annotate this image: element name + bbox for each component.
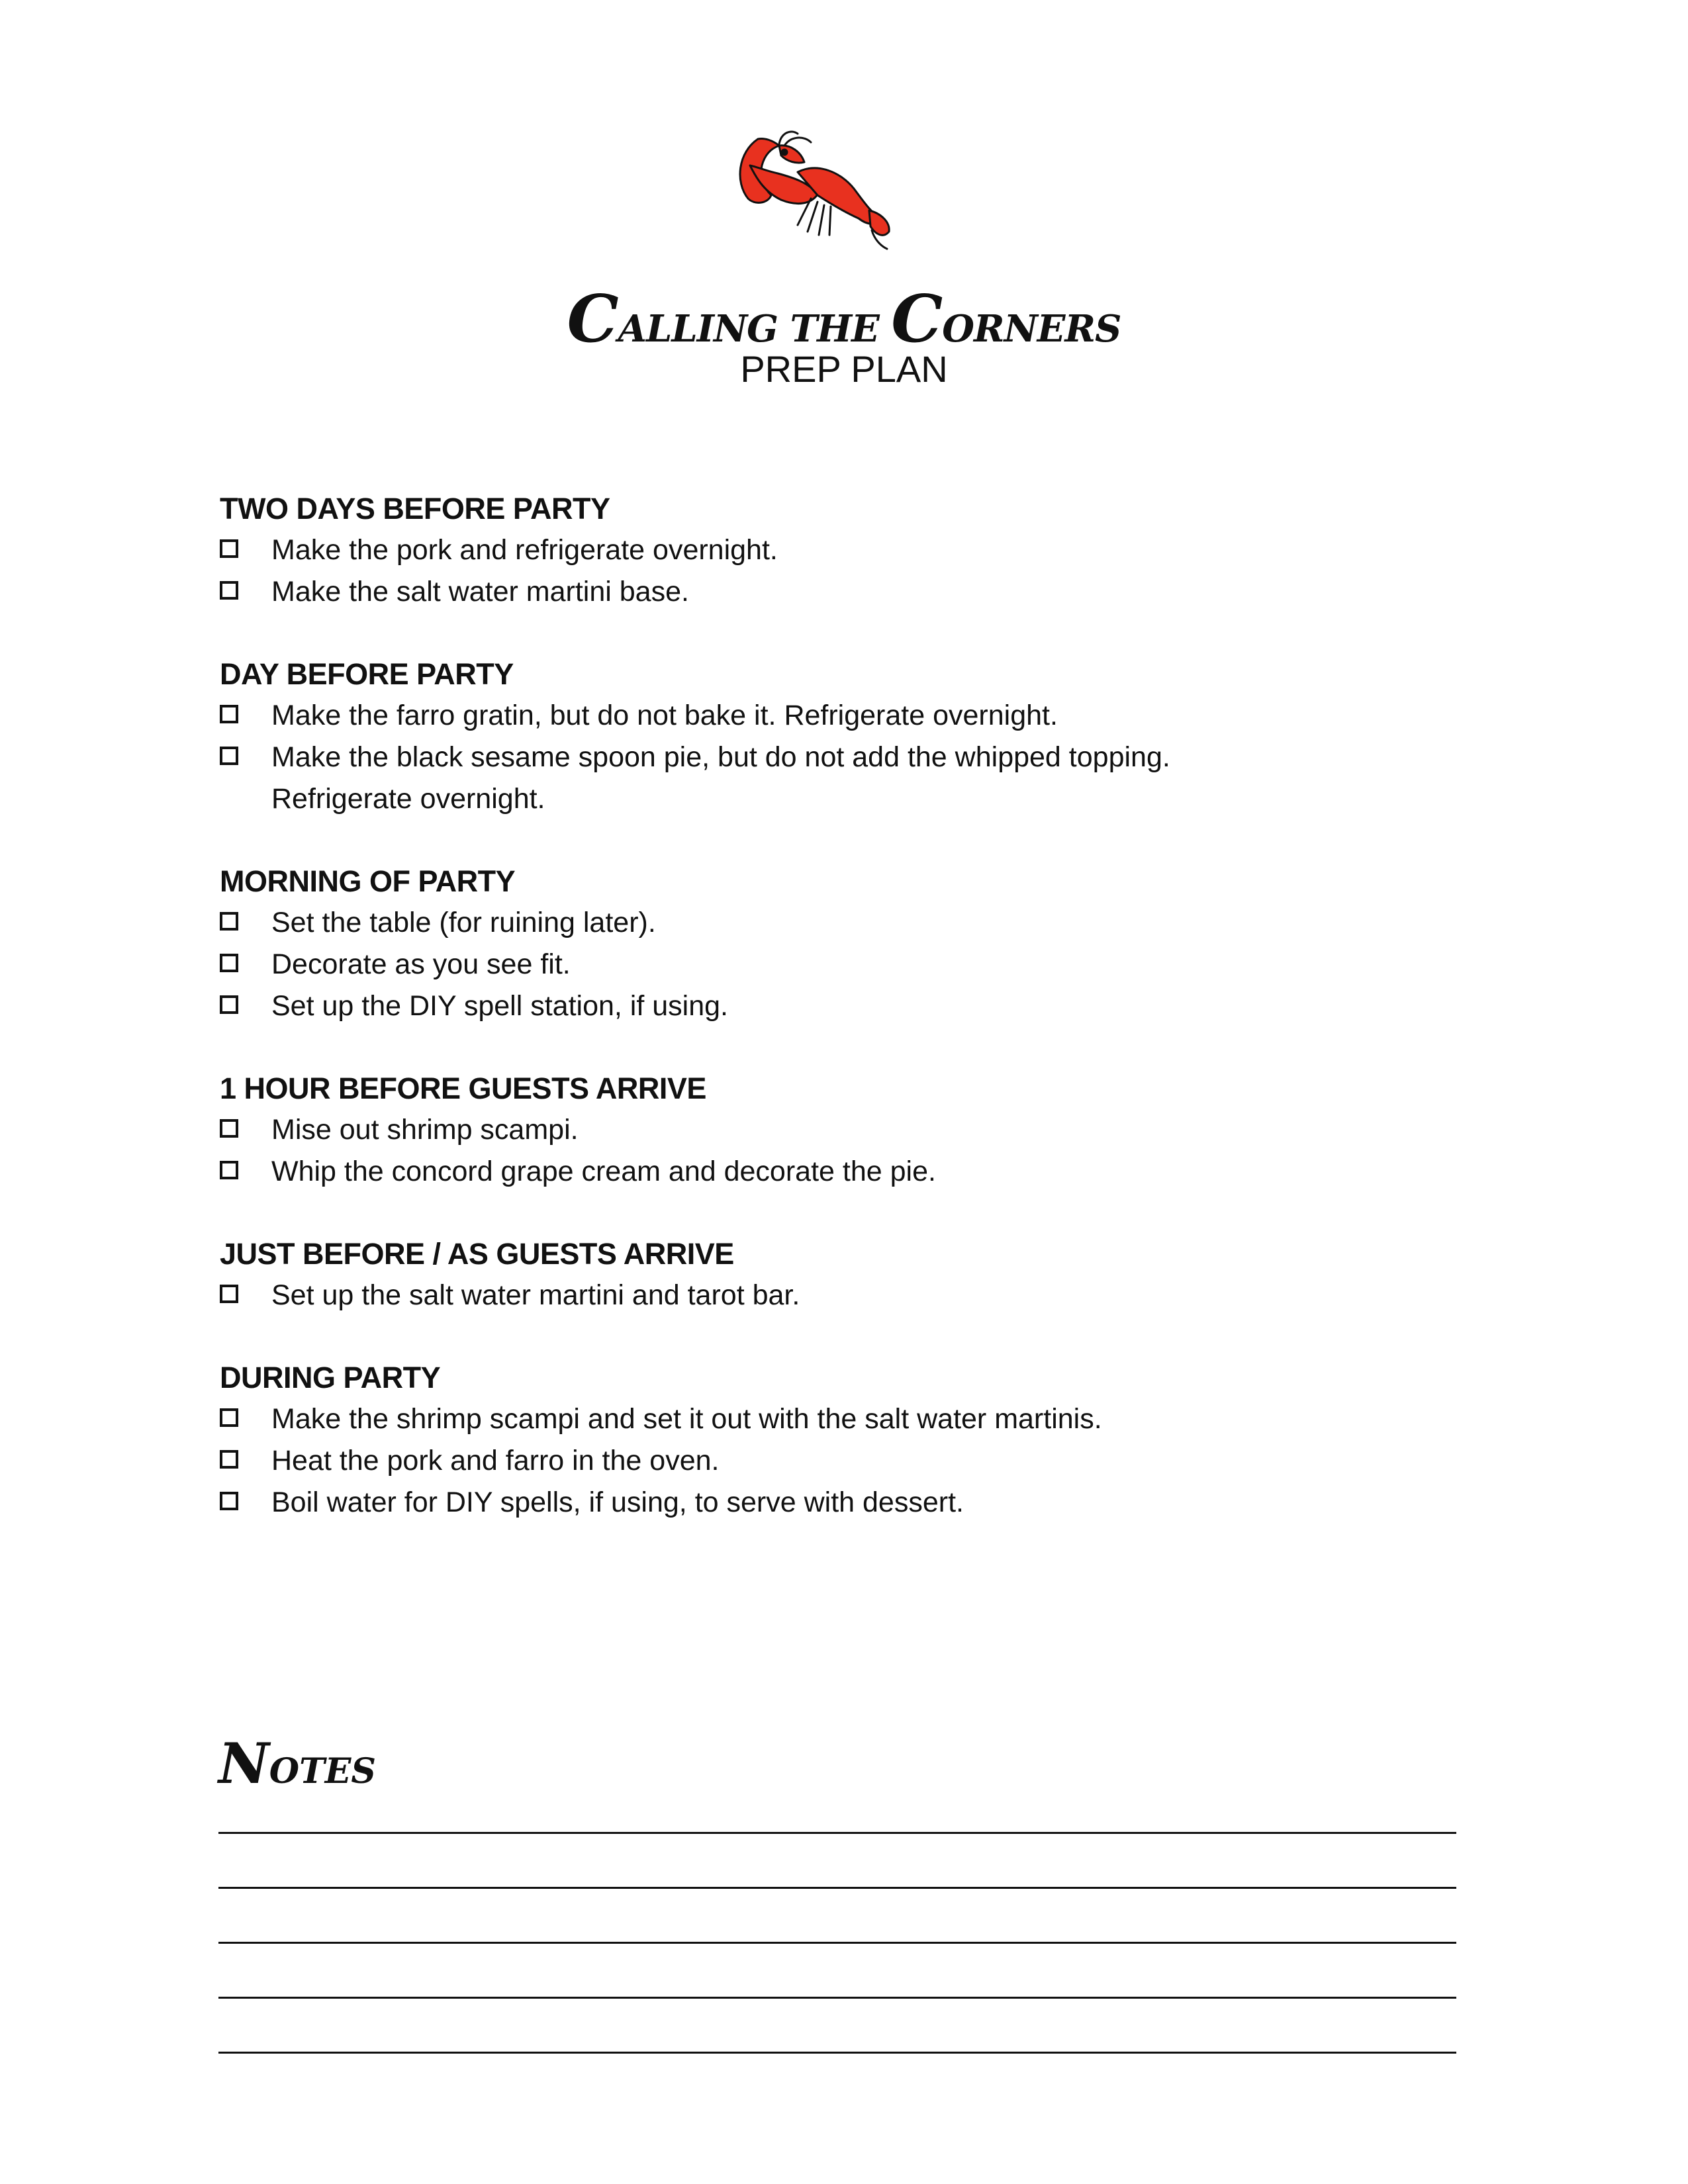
checkbox[interactable] — [220, 1119, 238, 1138]
section-title: 1 HOUR BEFORE GUESTS ARRIVE — [220, 1071, 706, 1105]
checklist-item — [220, 571, 1477, 613]
section-morning-of — [220, 861, 1477, 1027]
item-text: Set up the salt water martini and tarot bar. — [271, 1279, 800, 1311]
item-text: Make the black sesame spoon pie, but do not add the whipped topping. Refrigerate overnight. — [271, 741, 1170, 815]
section-title: TWO DAYS BEFORE PARTY — [220, 492, 610, 525]
checkbox[interactable] — [220, 1492, 238, 1510]
checkbox[interactable] — [220, 747, 238, 765]
brand-second-cap: C — [891, 281, 943, 357]
prep-plan-content — [220, 488, 1477, 1565]
section-two-days-before — [220, 488, 1477, 613]
notes-line[interactable] — [218, 1887, 1456, 1889]
brand-second-rest: ORNERS — [942, 307, 1121, 351]
item-text: Heat the pork and farro in the oven. — [271, 1445, 720, 1477]
brand-first-rest: ALLING THE — [618, 307, 892, 351]
checklist-item — [220, 695, 1477, 737]
section-title: JUST BEFORE / AS GUESTS ARRIVE — [220, 1237, 734, 1271]
item-text: Make the farro gratin, but do not bake it. Refrigerate overnight. — [271, 700, 1058, 731]
section-title: DAY BEFORE PARTY — [220, 657, 514, 691]
section-just-before — [220, 1234, 1477, 1316]
notes-line[interactable] — [218, 1997, 1456, 1999]
item-text: Decorate as you see fit. — [271, 948, 571, 980]
item-text: Make the salt water martini base. — [271, 576, 689, 608]
checkbox[interactable] — [220, 995, 238, 1014]
section-title: MORNING OF PARTY — [220, 864, 516, 898]
item-text: Set the table (for ruining later). — [271, 907, 656, 938]
item-text: Mise out shrimp scampi. — [271, 1114, 579, 1146]
checkbox[interactable] — [220, 1408, 238, 1427]
section-one-hour-before — [220, 1068, 1477, 1193]
item-text: Make the shrimp scampi and set it out with the salt water martinis. — [271, 1403, 1102, 1435]
item-text: Set up the DIY spell station, if using. — [271, 990, 728, 1022]
item-text: Whip the concord grape cream and decorate the pie. — [271, 1156, 936, 1187]
section-during-party — [220, 1357, 1477, 1524]
page-subtitle: PREP PLAN — [740, 348, 948, 390]
checklist-item — [220, 1482, 1477, 1524]
section-title: DURING PARTY — [220, 1361, 441, 1394]
notes-title-cap: N — [218, 1731, 269, 1796]
item-text: Boil water for DIY spells, if using, to serve with dessert. — [271, 1486, 964, 1518]
checkbox[interactable] — [220, 705, 238, 723]
checklist-item — [220, 985, 1477, 1027]
checkbox[interactable] — [220, 1161, 238, 1179]
notes-line[interactable] — [218, 2052, 1456, 2054]
notes-title-rest: OTES — [269, 1751, 376, 1792]
brand-first-cap: C — [567, 281, 618, 357]
checklist-item — [220, 529, 1477, 571]
checklist-item — [220, 902, 1477, 944]
item-text: Make the pork and refrigerate overnight. — [271, 534, 778, 566]
brand-title — [0, 281, 1688, 357]
notes-line[interactable] — [218, 1942, 1456, 1944]
checkbox[interactable] — [220, 1450, 238, 1469]
checkbox[interactable] — [220, 954, 238, 972]
checklist-item — [220, 1275, 1477, 1316]
notes-line[interactable] — [218, 1832, 1456, 1834]
lobster-icon — [718, 126, 897, 251]
checklist-item — [220, 737, 1477, 820]
checkbox[interactable] — [220, 1285, 238, 1303]
checklist-item — [220, 1440, 1477, 1482]
checkbox[interactable] — [220, 539, 238, 558]
checkbox[interactable] — [220, 912, 238, 931]
checklist-item — [220, 1398, 1477, 1440]
section-day-before — [220, 654, 1477, 820]
checklist-item — [220, 1151, 1477, 1193]
checkbox[interactable] — [220, 581, 238, 600]
checklist-item — [220, 1109, 1477, 1151]
notes-title — [218, 1731, 376, 1796]
checklist-item — [220, 944, 1477, 985]
